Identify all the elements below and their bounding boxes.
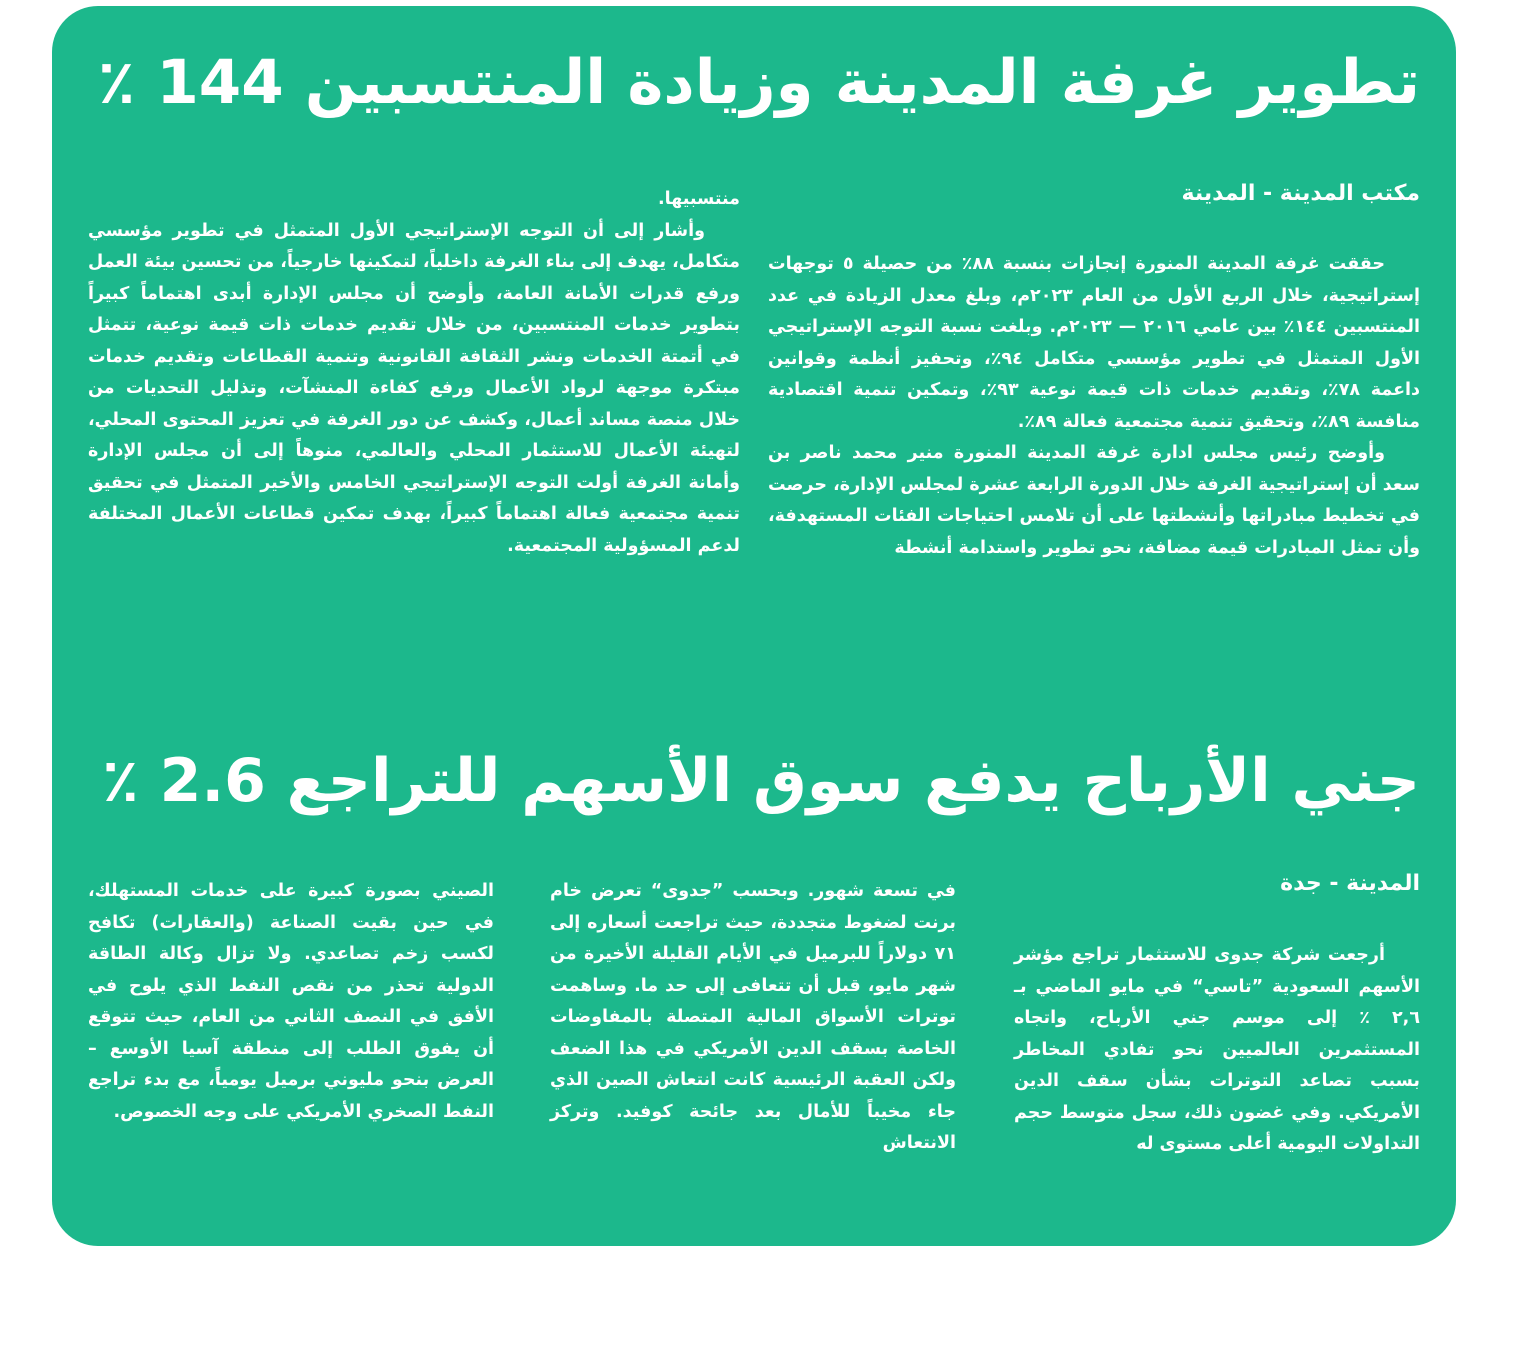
article-1-column-left bbox=[88, 184, 740, 562]
article-1-paragraph: حققت غرفة المدينة المنورة إنجازات بنسبة ٨٨٪ من حصيلة ٥ توجهات إستراتيجية، خلال الربع الأول من العام ٢٠٢٣م، وبلغ معدل الزيادة في عدد المنتسبين ١٤٤٪ بين عامي ٢٠١٦ — ٢٠٢٣م. وبلغت نسبة التوجه الإستراتيجي الأول المتمثل في تطوير مؤسسي متكامل ٩٤٪، وتحفيز أنظمة وقوانين داعمة ٧٨٪، وتقديم خدمات ذات قيمة نوعية ٩٣٪، وتمكين تنمية اقتصادية منافسة ٨٩٪، وتحقيق تنمية مجتمعية فعالة ٨٩٪. bbox=[768, 254, 1421, 432]
article-1-paragraph-continued: منتسبيها. bbox=[658, 189, 740, 209]
article-1-column-right bbox=[768, 249, 1420, 564]
article-2-paragraph-continued: في تسعة شهور. وبحسب ”جدوى“ تعرض خام برنت لضغوط متجددة، حيث تراجعت أسعاره إلى ٧١ دولاراً للبرميل في الأيام القليلة الأخيرة من شهر مايو، قبل أن تتعافى إلى حد ما. وساهمت توترات الأسواق المالية المتصلة بالمفاوضات الخاصة بسقف الدين الأمريكي في هذا الضعف ولكن العقبة الرئيسية كانت انتعاش الصين الذي جاء مخيباً للأمال بعد جائحة كوفيد. وتركز الانتعاش bbox=[550, 881, 956, 1153]
article-2-paragraph-continued: الصيني بصورة كبيرة على خدمات المستهلك، في حين بقيت الصناعة (والعقارات) تكافح لكسب زخم تصاعدي. ولا تزال وكالة الطاقة الدولية تحذر من نقص النفط الذي يلوح في الأفق في النصف الثاني من العام، حيث تتوقع أن يفوق الطلب إلى منطقة آسيا الأوسع – العرض بنحو مليوني برميل يومياً، مع بدء تراجع النفط الصخري الأمريكي على وجه الخصوص. bbox=[88, 881, 494, 1122]
article-1-paragraph: وأوضح رئيس مجلس ادارة غرفة المدينة المنورة منير محمد ناصر بن سعد أن إستراتيجية الغرفة خلال الدورة الرابعة عشرة لمجلس الإدارة، حرصت في تخطيط مبادراتها وأنشطتها على أن تلامس احتياجات الفئات المستهدفة، وأن تمثل المبادرات قيمة مضافة، نحو تطوير واستدامة أنشطة bbox=[768, 443, 1420, 558]
article-1-headline: تطوير غرفة المدينة وزيادة المنتسبين 144 ٪ bbox=[97, 47, 1420, 118]
article-2-byline: المدينة - جدة bbox=[1280, 871, 1420, 896]
article-1-byline: مكتب المدينة - المدينة bbox=[1181, 181, 1420, 206]
article-2-paragraph: أرجعت شركة جدوى للاستثمار تراجع مؤشر الأسهم السعودية ”تاسي“ في مايو الماضي بـ ٢,٦ ٪ إلى موسم جني الأرباح، واتجاه المستثمرين العالميين نحو تفادي المخاطر بسبب تصاعد التوترات بشأن سقف الدين الأمريكي. وفي غضون ذلك، سجل متوسط حجم التداولات اليومية أعلى مستوى له bbox=[1014, 945, 1420, 1154]
article-2-column-left bbox=[88, 876, 494, 1128]
article-2-column-right bbox=[1014, 940, 1420, 1161]
article-2-column-middle bbox=[550, 876, 956, 1160]
article-1-paragraph: وأشار إلى أن التوجه الإستراتيجي الأول المتمثل في تطوير مؤسسي متكامل، يهدف إلى بناء الغرفة داخلياً، لتمكينها خارجياً، من تحسين بيئة العمل ورفع قدرات الأمانة العامة، وأوضح أن مجلس الإدارة أبدى اهتماماً كبيراً بتطوير خدمات المنتسبين، من خلال تقديم خدمات ذات قيمة نوعية، تتمثل في أتمتة الخدمات ونشر الثقافة القانونية وتنمية القطاعات وتقديم خدمات مبتكرة موجهة لرواد الأعمال ورفع كفاءة المنشآت، وتذليل التحديات من خلال منصة مساند أعمال، وكشف عن دور الغرفة في تعزيز المحتوى المحلي، لتهيئة الأعمال للاستثمار المحلي والعالمي، منوهاً إلى أن مجلس الإدارة وأمانة الغرفة أولت التوجه الإستراتيجي الخامس والأخير المتمثل في تحقيق تنمية مجتمعية فعالة اهتماماً كبيراً، بهدف تمكين قطاعات الأعمال المختلفة لدعم المسؤولية المجتمعية. bbox=[88, 220, 740, 556]
news-panel bbox=[52, 6, 1456, 1246]
article-2-headline: جني الأرباح يدفع سوق الأسهم للتراجع 2.6 ٪ bbox=[102, 746, 1420, 816]
